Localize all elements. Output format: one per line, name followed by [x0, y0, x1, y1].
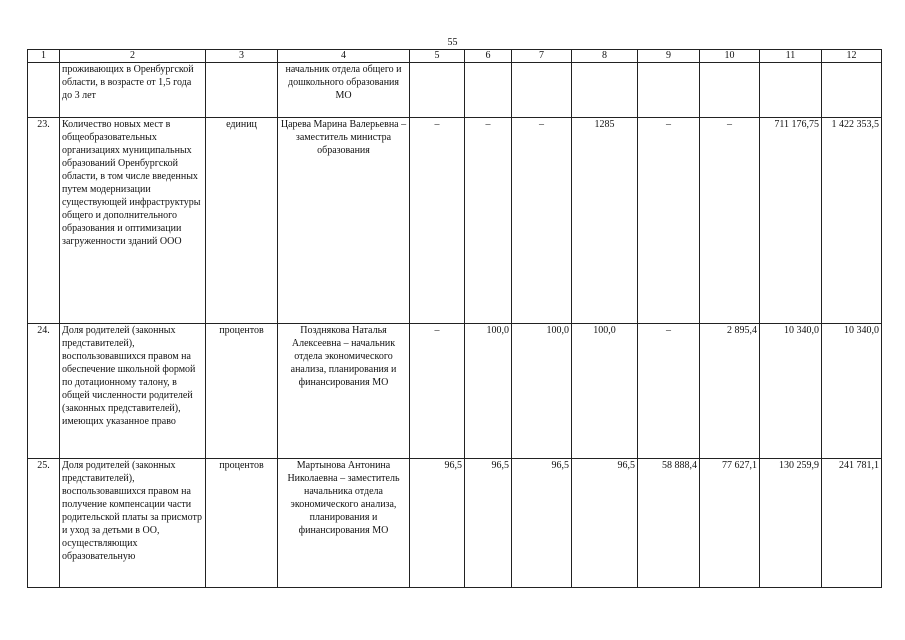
value-cell: 100,0	[572, 324, 638, 459]
row-number-cell: 24.	[28, 324, 60, 459]
column-header: 5	[410, 50, 465, 63]
value-cell: –	[638, 118, 700, 324]
unit-cell	[206, 63, 278, 118]
row-number-cell: 23.	[28, 118, 60, 324]
value-cell: 96,5	[465, 459, 512, 588]
value-cell: 241 781,1	[822, 459, 882, 588]
unit-cell: процентов	[206, 324, 278, 459]
value-cell	[760, 63, 822, 118]
column-header: 11	[760, 50, 822, 63]
value-cell: 77 627,1	[700, 459, 760, 588]
value-cell: –	[465, 118, 512, 324]
value-cell: 96,5	[410, 459, 465, 588]
value-cell: 96,5	[512, 459, 572, 588]
column-header: 6	[465, 50, 512, 63]
column-header: 10	[700, 50, 760, 63]
value-cell: –	[638, 324, 700, 459]
responsible-cell: начальник отдела общего и дошкольного образования МО	[278, 63, 410, 118]
value-cell: –	[410, 324, 465, 459]
page-number: 55	[447, 37, 458, 48]
row-number-cell: 25.	[28, 459, 60, 588]
value-cell: –	[410, 118, 465, 324]
value-cell: 711 176,75	[760, 118, 822, 324]
column-header: 2	[60, 50, 206, 63]
value-cell: 130 259,9	[760, 459, 822, 588]
value-cell	[572, 63, 638, 118]
value-cell	[410, 63, 465, 118]
table-row-continuation	[28, 63, 882, 118]
value-cell: –	[512, 118, 572, 324]
unit-cell: процентов	[206, 459, 278, 588]
column-header: 9	[638, 50, 700, 63]
value-cell: 100,0	[465, 324, 512, 459]
column-header: 3	[206, 50, 278, 63]
value-cell: 1 422 353,5	[822, 118, 882, 324]
column-header: 4	[278, 50, 410, 63]
indicator-name-cell: Доля родителей (законных представителей), воспользовавшихся правом на обеспечение школьной формой по дотационному талону, в общей численности родителей (законных представителей), имеющих указанное право	[60, 324, 206, 459]
column-header: 12	[822, 50, 882, 63]
column-header: 8	[572, 50, 638, 63]
responsible-cell: Мартынова Антонина Николаевна – заместитель начальника отдела экономического анализа, планирования и финансирования МО	[278, 459, 410, 588]
responsible-cell: Царева Марина Валерьевна – заместитель министра образования	[278, 118, 410, 324]
value-cell	[700, 63, 760, 118]
table-row	[28, 118, 882, 324]
unit-cell: единиц	[206, 118, 278, 324]
value-cell: 58 888,4	[638, 459, 700, 588]
table-header-row	[28, 50, 882, 63]
value-cell: 10 340,0	[822, 324, 882, 459]
value-cell	[638, 63, 700, 118]
value-cell: 10 340,0	[760, 324, 822, 459]
column-header: 7	[512, 50, 572, 63]
indicator-name-cell: Количество новых мест в общеобразовательных организациях муниципальных образований Оренбургской области, в том числе введенных путем модернизации существующей инфраструктуры общего и дополнительного образования и оптимизации загруженности зданий ООО	[60, 118, 206, 324]
responsible-cell: Позднякова Наталья Алексеевна – начальник отдела экономического анализа, планирования и финансирования МО	[278, 324, 410, 459]
value-cell	[512, 63, 572, 118]
table-row	[28, 459, 882, 588]
row-number-cell	[28, 63, 60, 118]
value-cell	[465, 63, 512, 118]
column-header: 1	[28, 50, 60, 63]
indicator-name-cell: Доля родителей (законных представителей), воспользовавшихся правом на получение компенсации части родительской платы за присмотр и уход за детьми в ОО, осуществляющих образовательную	[60, 459, 206, 588]
value-cell: –	[700, 118, 760, 324]
value-cell: 1285	[572, 118, 638, 324]
value-cell: 2 895,4	[700, 324, 760, 459]
indicators-table	[27, 49, 882, 588]
value-cell: 100,0	[512, 324, 572, 459]
indicator-name-cell: проживающих в Оренбургской области, в возрасте от 1,5 года до 3 лет	[60, 63, 206, 118]
table-row	[28, 324, 882, 459]
value-cell: 96,5	[572, 459, 638, 588]
value-cell	[822, 63, 882, 118]
